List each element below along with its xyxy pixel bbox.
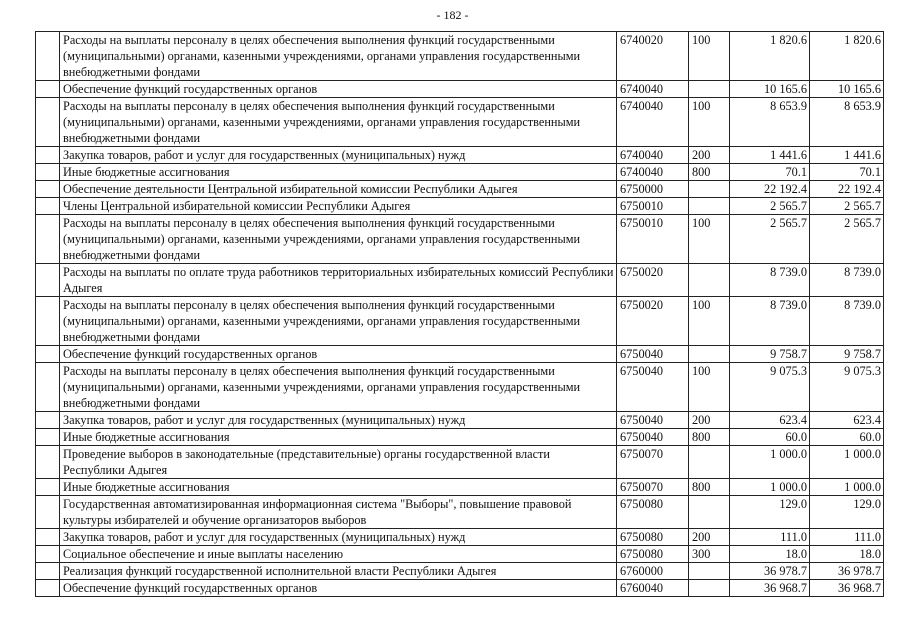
budget-table [35,31,884,597]
table-row [36,264,884,297]
table-row [36,446,884,479]
target-code-cell: 6750020 [617,297,689,346]
target-code-cell: 6750040 [617,346,689,363]
expense-name-cell: Обеспечение функций государственных органов [60,346,617,363]
target-code-cell: 6750040 [617,412,689,429]
expense-type-cell: 100 [689,215,730,264]
amount-cell: 36 978.7 [730,563,810,580]
amount-cell: 8 653.9 [730,98,810,147]
amount-approved-cell: 18.0 [810,546,884,563]
amount-approved-cell: 111.0 [810,529,884,546]
amount-approved-cell: 1 000.0 [810,446,884,479]
table-row [36,429,884,446]
target-code-cell: 6750080 [617,496,689,529]
amount-approved-cell: 8 739.0 [810,264,884,297]
target-code-cell: 6740040 [617,164,689,181]
target-code-cell: 6750010 [617,198,689,215]
blank-cell [36,479,60,496]
table-row [36,479,884,496]
amount-cell: 70.1 [730,164,810,181]
amount-cell: 129.0 [730,496,810,529]
expense-type-cell [689,563,730,580]
table-row [36,563,884,580]
expense-name-cell: Расходы на выплаты персоналу в целях обеспечения выполнения функций государственными (муниципальными) органами, казенными учреждениями, органами управления государственными внебюджетными фондами [60,297,617,346]
blank-cell [36,98,60,147]
expense-name-cell: Социальное обеспечение и иные выплаты населению [60,546,617,563]
table-row [36,363,884,412]
expense-type-cell: 200 [689,147,730,164]
amount-cell: 60.0 [730,429,810,446]
amount-cell: 8 739.0 [730,264,810,297]
target-code-cell: 6740040 [617,98,689,147]
expense-name-cell: Расходы на выплаты персоналу в целях обеспечения выполнения функций государственными (муниципальными) органами, казенными учреждениями, органами управления государственными внебюджетными фондами [60,98,617,147]
amount-approved-cell: 129.0 [810,496,884,529]
amount-approved-cell: 22 192.4 [810,181,884,198]
expense-name-cell: Закупка товаров, работ и услуг для государственных (муниципальных) нужд [60,147,617,164]
amount-cell: 1 000.0 [730,446,810,479]
expense-name-cell: Расходы на выплаты персоналу в целях обеспечения выполнения функций государственными (муниципальными) органами, казенными учреждениями, органами управления государственными внебюджетными фондами [60,32,617,81]
expense-name-cell: Реализация функций государственной исполнительной власти Республики Адыгея [60,563,617,580]
blank-cell [36,496,60,529]
amount-approved-cell: 623.4 [810,412,884,429]
expense-name-cell: Проведение выборов в законодательные (представительные) органы государственной власти Республики Адыгея [60,446,617,479]
amount-cell: 1 441.6 [730,147,810,164]
blank-cell [36,346,60,363]
blank-cell [36,147,60,164]
table-row [36,496,884,529]
expense-type-cell [689,346,730,363]
target-code-cell: 6750080 [617,529,689,546]
target-code-cell: 6740040 [617,147,689,164]
blank-cell [36,181,60,198]
amount-approved-cell: 1 000.0 [810,479,884,496]
blank-cell [36,363,60,412]
blank-cell [36,563,60,580]
expense-name-cell: Расходы на выплаты персоналу в целях обеспечения выполнения функций государственными (муниципальными) органами, казенными учреждениями, органами управления государственными внебюджетными фондами [60,363,617,412]
amount-approved-cell: 2 565.7 [810,215,884,264]
expense-type-cell: 100 [689,363,730,412]
amount-cell: 2 565.7 [730,198,810,215]
blank-cell [36,529,60,546]
target-code-cell: 6750080 [617,546,689,563]
budget-table-body [36,32,884,597]
expense-name-cell: Иные бюджетные ассигнования [60,429,617,446]
expense-type-cell [689,198,730,215]
expense-name-cell: Обеспечение функций государственных органов [60,81,617,98]
expense-type-cell: 100 [689,32,730,81]
expense-type-cell [689,446,730,479]
table-row [36,580,884,597]
table-row [36,164,884,181]
expense-name-cell: Закупка товаров, работ и услуг для государственных (муниципальных) нужд [60,529,617,546]
amount-approved-cell: 60.0 [810,429,884,446]
amount-cell: 2 565.7 [730,215,810,264]
expense-type-cell [689,580,730,597]
expense-name-cell: Государственная автоматизированная информационная система "Выборы", повышение правовой культуры избирателей и обучение организаторов выборов [60,496,617,529]
target-code-cell: 6750070 [617,479,689,496]
expense-type-cell: 800 [689,479,730,496]
target-code-cell: 6760000 [617,563,689,580]
table-row [36,32,884,81]
amount-cell: 9 075.3 [730,363,810,412]
blank-cell [36,81,60,98]
blank-cell [36,198,60,215]
amount-cell: 111.0 [730,529,810,546]
target-code-cell: 6750040 [617,363,689,412]
page-number: - 182 - [436,8,469,22]
expense-type-cell: 800 [689,429,730,446]
expense-type-cell [689,81,730,98]
blank-cell [36,164,60,181]
amount-cell: 10 165.6 [730,81,810,98]
expense-name-cell: Расходы на выплаты по оплате труда работников территориальных избирательных комиссий Республики Адыгея [60,264,617,297]
expense-type-cell [689,496,730,529]
blank-cell [36,580,60,597]
blank-cell [36,546,60,563]
amount-approved-cell: 9 075.3 [810,363,884,412]
expense-name-cell: Иные бюджетные ассигнования [60,479,617,496]
table-row [36,529,884,546]
amount-approved-cell: 9 758.7 [810,346,884,363]
expense-name-cell: Иные бюджетные ассигнования [60,164,617,181]
amount-cell: 1 820.6 [730,32,810,81]
blank-cell [36,429,60,446]
amount-approved-cell: 36 978.7 [810,563,884,580]
expense-type-cell: 300 [689,546,730,563]
amount-cell: 9 758.7 [730,346,810,363]
table-row [36,181,884,198]
amount-cell: 22 192.4 [730,181,810,198]
amount-cell: 36 968.7 [730,580,810,597]
table-row [36,546,884,563]
target-code-cell: 6750010 [617,215,689,264]
expense-type-cell: 800 [689,164,730,181]
table-row [36,147,884,164]
blank-cell [36,412,60,429]
expense-type-cell: 100 [689,297,730,346]
amount-cell: 1 000.0 [730,479,810,496]
amount-approved-cell: 1 441.6 [810,147,884,164]
amount-approved-cell: 8 653.9 [810,98,884,147]
expense-type-cell: 100 [689,98,730,147]
expense-name-cell: Обеспечение функций государственных органов [60,580,617,597]
amount-approved-cell: 2 565.7 [810,198,884,215]
blank-cell [36,32,60,81]
expense-name-cell: Расходы на выплаты персоналу в целях обеспечения выполнения функций государственными (муниципальными) органами, казенными учреждениями, органами управления государственными внебюджетными фондами [60,215,617,264]
expense-name-cell: Обеспечение деятельности Центральной избирательной комиссии Республики Адыгея [60,181,617,198]
amount-approved-cell: 70.1 [810,164,884,181]
amount-approved-cell: 8 739.0 [810,297,884,346]
expense-type-cell: 200 [689,529,730,546]
target-code-cell: 6740040 [617,81,689,98]
table-row [36,412,884,429]
target-code-cell: 6750000 [617,181,689,198]
table-row [36,81,884,98]
blank-cell [36,297,60,346]
target-code-cell: 6750040 [617,429,689,446]
table-row [36,98,884,147]
amount-cell: 8 739.0 [730,297,810,346]
expense-name-cell: Члены Центральной избирательной комиссии Республики Адыгея [60,198,617,215]
blank-cell [36,446,60,479]
expense-type-cell [689,181,730,198]
table-row [36,215,884,264]
expense-type-cell [689,264,730,297]
expense-type-cell: 200 [689,412,730,429]
amount-approved-cell: 36 968.7 [810,580,884,597]
expense-name-cell: Закупка товаров, работ и услуг для государственных (муниципальных) нужд [60,412,617,429]
amount-cell: 623.4 [730,412,810,429]
target-code-cell: 6740020 [617,32,689,81]
blank-cell [36,264,60,297]
table-row [36,297,884,346]
target-code-cell: 6750020 [617,264,689,297]
amount-approved-cell: 10 165.6 [810,81,884,98]
table-row [36,346,884,363]
amount-approved-cell: 1 820.6 [810,32,884,81]
amount-cell: 18.0 [730,546,810,563]
target-code-cell: 6750070 [617,446,689,479]
table-row [36,198,884,215]
blank-cell [36,215,60,264]
target-code-cell: 6760040 [617,580,689,597]
